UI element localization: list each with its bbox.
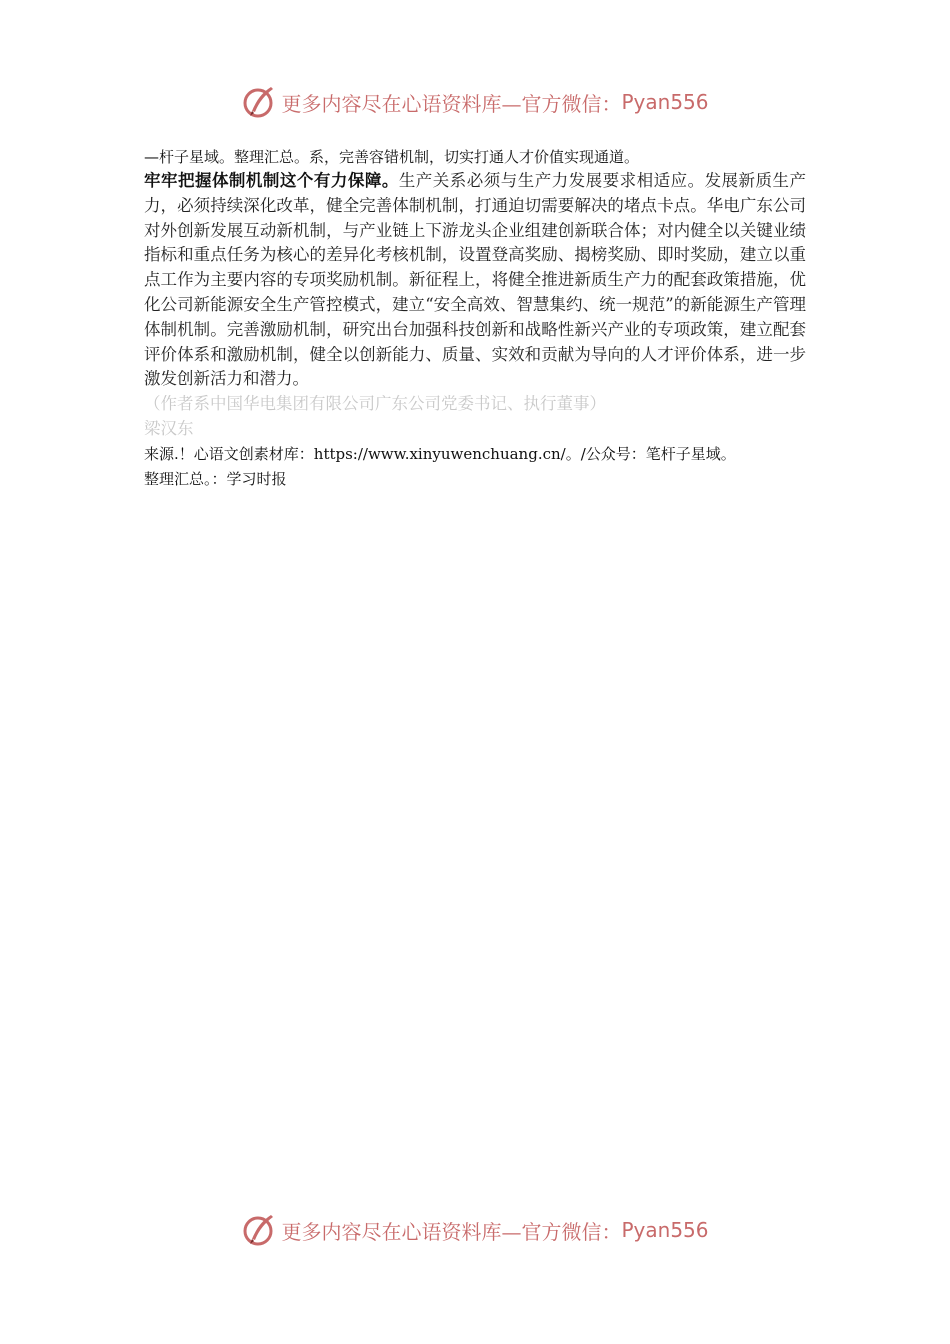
source-line-2: 整理汇总。：学习时报 [144, 469, 287, 488]
paragraph-body: 生产关系必须与生产力发展要求相适应。发展新质生产力，必须持续深化改革，健全完善体制机制，打通迫切需要解决的堵点卡点。华电广东公司对外创新发展互动新机制，与产业链上下游龙头企业组建创新联合体；对内健全以关键业绩指标和重点任务为核心的差异化考核机制，设置登高奖励、揭榜奖励、即时奖励，建立以重点工作为主要内容的专项奖励机制。新征程上，将健全推进新质生产力的配套政策措施，优化公司新能源安全生产管控模式，建立“安全高效、智慧集约、统一规范”的新能源生产管理体制机制。完善激励机制，研究出台加强科技创新和战略性新兴产业的专项政策，建立配套评价体系和激励机制，健全以创新能力、质量、实效和贡献为导向的人才评价体系，进一步激发创新活力和潜力。 [144, 171, 807, 389]
quill-pen-logo-icon [241, 1212, 277, 1248]
author-name: 梁汉东 [144, 418, 194, 438]
wechat-handle: Pyan556 [621, 90, 709, 114]
source-suffix: 。/公众号：笔杆子星域。 [565, 444, 736, 463]
author-note: （作者系中国华电集团有限公司广东公司党委书记、执行董事） [144, 394, 606, 414]
source-line [144, 442, 806, 467]
quill-pen-logo-icon [241, 84, 277, 120]
banner-title: 更多内容尽在心语资料库—官方微信： [281, 1219, 622, 1244]
wechat-handle: Pyan556 [621, 1218, 709, 1242]
main-paragraph [144, 169, 806, 392]
footer-banner [0, 1210, 950, 1250]
document-body [144, 146, 806, 492]
source-prefix: 来源.！心语文创素材库： [144, 444, 314, 463]
fragment-line: —杆子星域。整理汇总。系，完善容错机制，切实打通人才价值实现通道。 [144, 148, 640, 166]
source-link[interactable]: https://www.xinyuwenchuang.cn/ [313, 444, 566, 463]
header-banner [0, 82, 950, 122]
banner-title: 更多内容尽在心语资料库—官方微信： [281, 91, 622, 116]
paragraph-lead: 牢牢把握体制机制这个有力保障。 [144, 171, 399, 190]
